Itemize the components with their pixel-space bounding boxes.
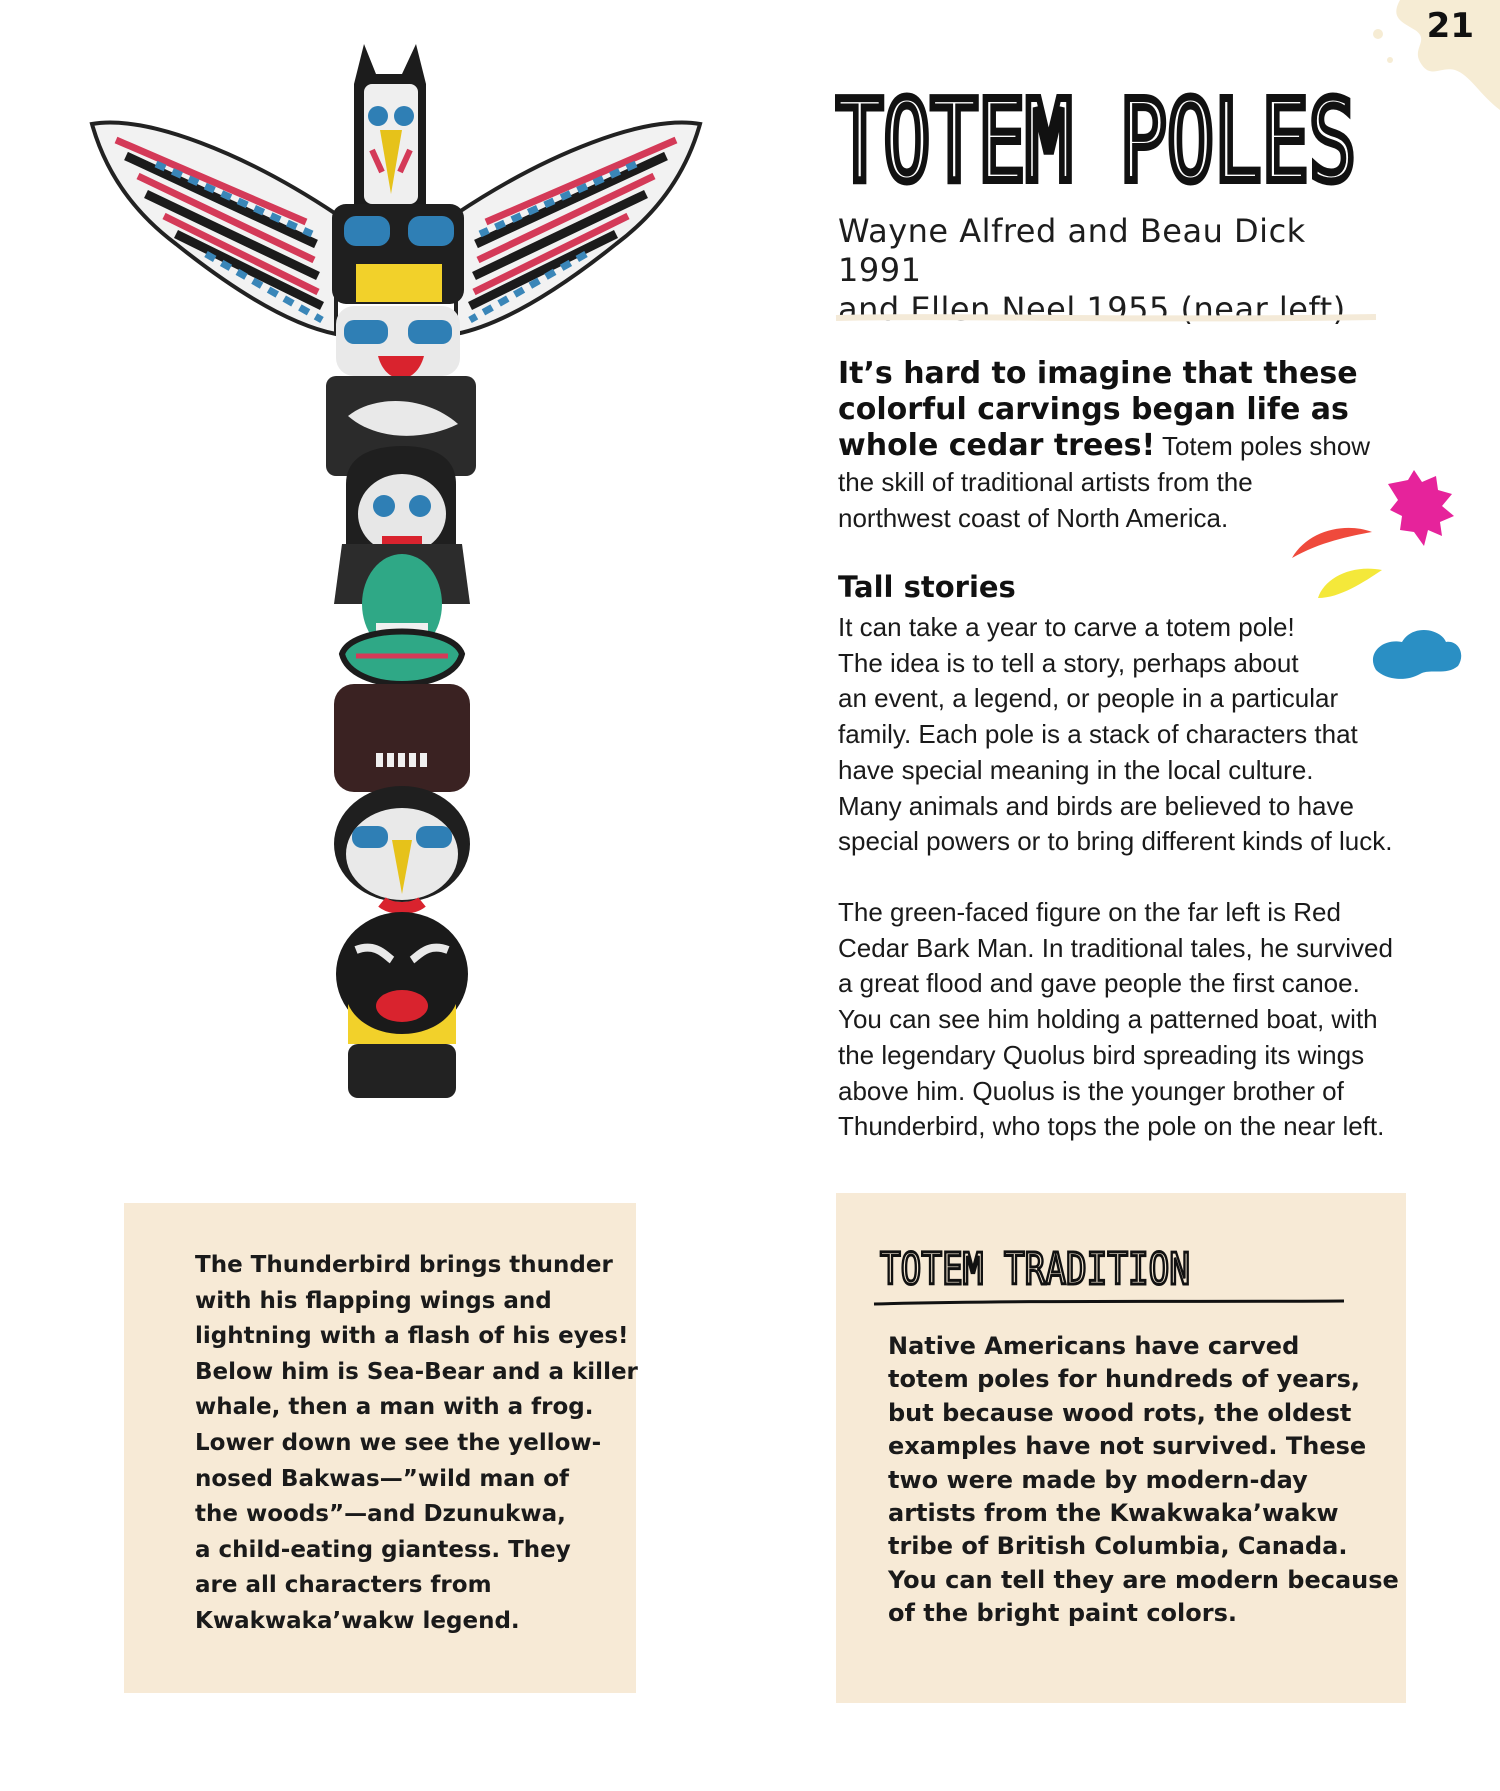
intro-text-line: northwest coast of North America. [838, 503, 1229, 533]
body-line: above him. Quolus is the younger brother of [838, 1075, 1344, 1106]
artist-credit-line1: Wayne Alfred and Beau Dick 1991 [838, 212, 1306, 289]
caption-line: The Thunderbird brings thunder [195, 1252, 613, 1278]
page-number: 21 [1426, 6, 1474, 46]
tradition-line: tribe of British Columbia, Canada. [888, 1532, 1348, 1561]
section-heading-tall-stories: Tall stories [838, 570, 1016, 604]
body-line: have special meaning in the local culture. [838, 754, 1314, 785]
caption-line: lightning with a flash of his eyes! [195, 1323, 629, 1350]
body-line: It can take a year to carve a totem pole! [838, 612, 1295, 642]
tradition-divider [874, 1298, 1344, 1308]
caption-line: the woods”—and Dzunukwa, [195, 1501, 566, 1528]
tradition-line: artists from the Kwakwaka’wakw [888, 1499, 1339, 1528]
body-paragraph-1 [838, 610, 1438, 860]
body-line: an event, a legend, or people in a particular [838, 683, 1339, 714]
totem-pole-image [86, 44, 706, 1214]
caption-line: nosed Bakwas—”wild man of [195, 1465, 570, 1492]
magenta-blob [1388, 470, 1454, 546]
tradition-line: You can tell they are modern because [888, 1565, 1399, 1594]
caption-line: Below him is Sea-Bear and a killer [195, 1358, 638, 1385]
body-line: family. Each pole is a stack of characters that [838, 719, 1358, 750]
body-line: Cedar Bark Man. In traditional tales, he survived [838, 932, 1393, 963]
intro-lead-line: colorful carvings began life as [838, 392, 1349, 427]
caption-line: whale, then a man with a frog. [195, 1394, 594, 1421]
right-wing [456, 122, 700, 334]
tradition-line: two were made by modern-day [888, 1465, 1308, 1494]
divider [836, 313, 1376, 323]
body-line: Thunderbird, who tops the pole on the near left. [838, 1111, 1385, 1142]
body-line: special powers or to bring different kinds of luck. [838, 826, 1393, 857]
yellow-blob [1318, 569, 1382, 598]
intro-text-line: Totem poles show [1155, 431, 1371, 461]
caption-line: are all characters from [195, 1572, 492, 1599]
tradition-line: totem poles for hundreds of years, [888, 1365, 1361, 1394]
tradition-heading [880, 1238, 1200, 1294]
body-line: You can see him holding a patterned boat, with [838, 1004, 1378, 1035]
body-line: The idea is to tell a story, perhaps about [838, 647, 1299, 678]
caption-line: Kwakwaka’wakw legend. [195, 1607, 520, 1634]
page-title [836, 62, 1396, 207]
tradition-line: but because wood rots, the oldest [888, 1398, 1352, 1427]
body-paragraph-2 [838, 895, 1438, 1145]
tradition-line: Native Americans have carved [888, 1332, 1300, 1360]
tradition-line: examples have not survived. These [888, 1432, 1367, 1461]
tradition-text [888, 1330, 1399, 1631]
body-line: The green-faced figure on the far left is Red [838, 897, 1341, 927]
body-line: the legendary Quolus bird spreading its wings [838, 1039, 1365, 1070]
red-blob [1292, 528, 1372, 558]
caption-line: a child-eating giantess. They [195, 1536, 571, 1563]
left-wing [92, 122, 336, 334]
body-line: a great flood and gave people the first canoe. [838, 968, 1360, 999]
tradition-heading-text: TOTEM TRADITION [880, 1244, 1190, 1295]
page-title-text: TOTEM POLES [836, 77, 1356, 207]
body-line: Many animals and birds are believed to have [838, 790, 1354, 821]
intro-lead-line: It’s hard to imagine that these [838, 356, 1358, 391]
caption-line: Lower down we see the yellow- [195, 1429, 602, 1456]
intro-lead-line: whole cedar trees! [838, 428, 1156, 463]
artist-credit-line2: and Ellen Neel 1955 (near left) [838, 290, 1346, 328]
caption-text [195, 1248, 638, 1640]
tradition-line: of the bright paint colors. [888, 1599, 1237, 1628]
artist-credit [838, 212, 1398, 329]
intro-text-line: the skill of traditional artists from the [838, 467, 1253, 497]
caption-line: with his flapping wings and [195, 1287, 552, 1314]
